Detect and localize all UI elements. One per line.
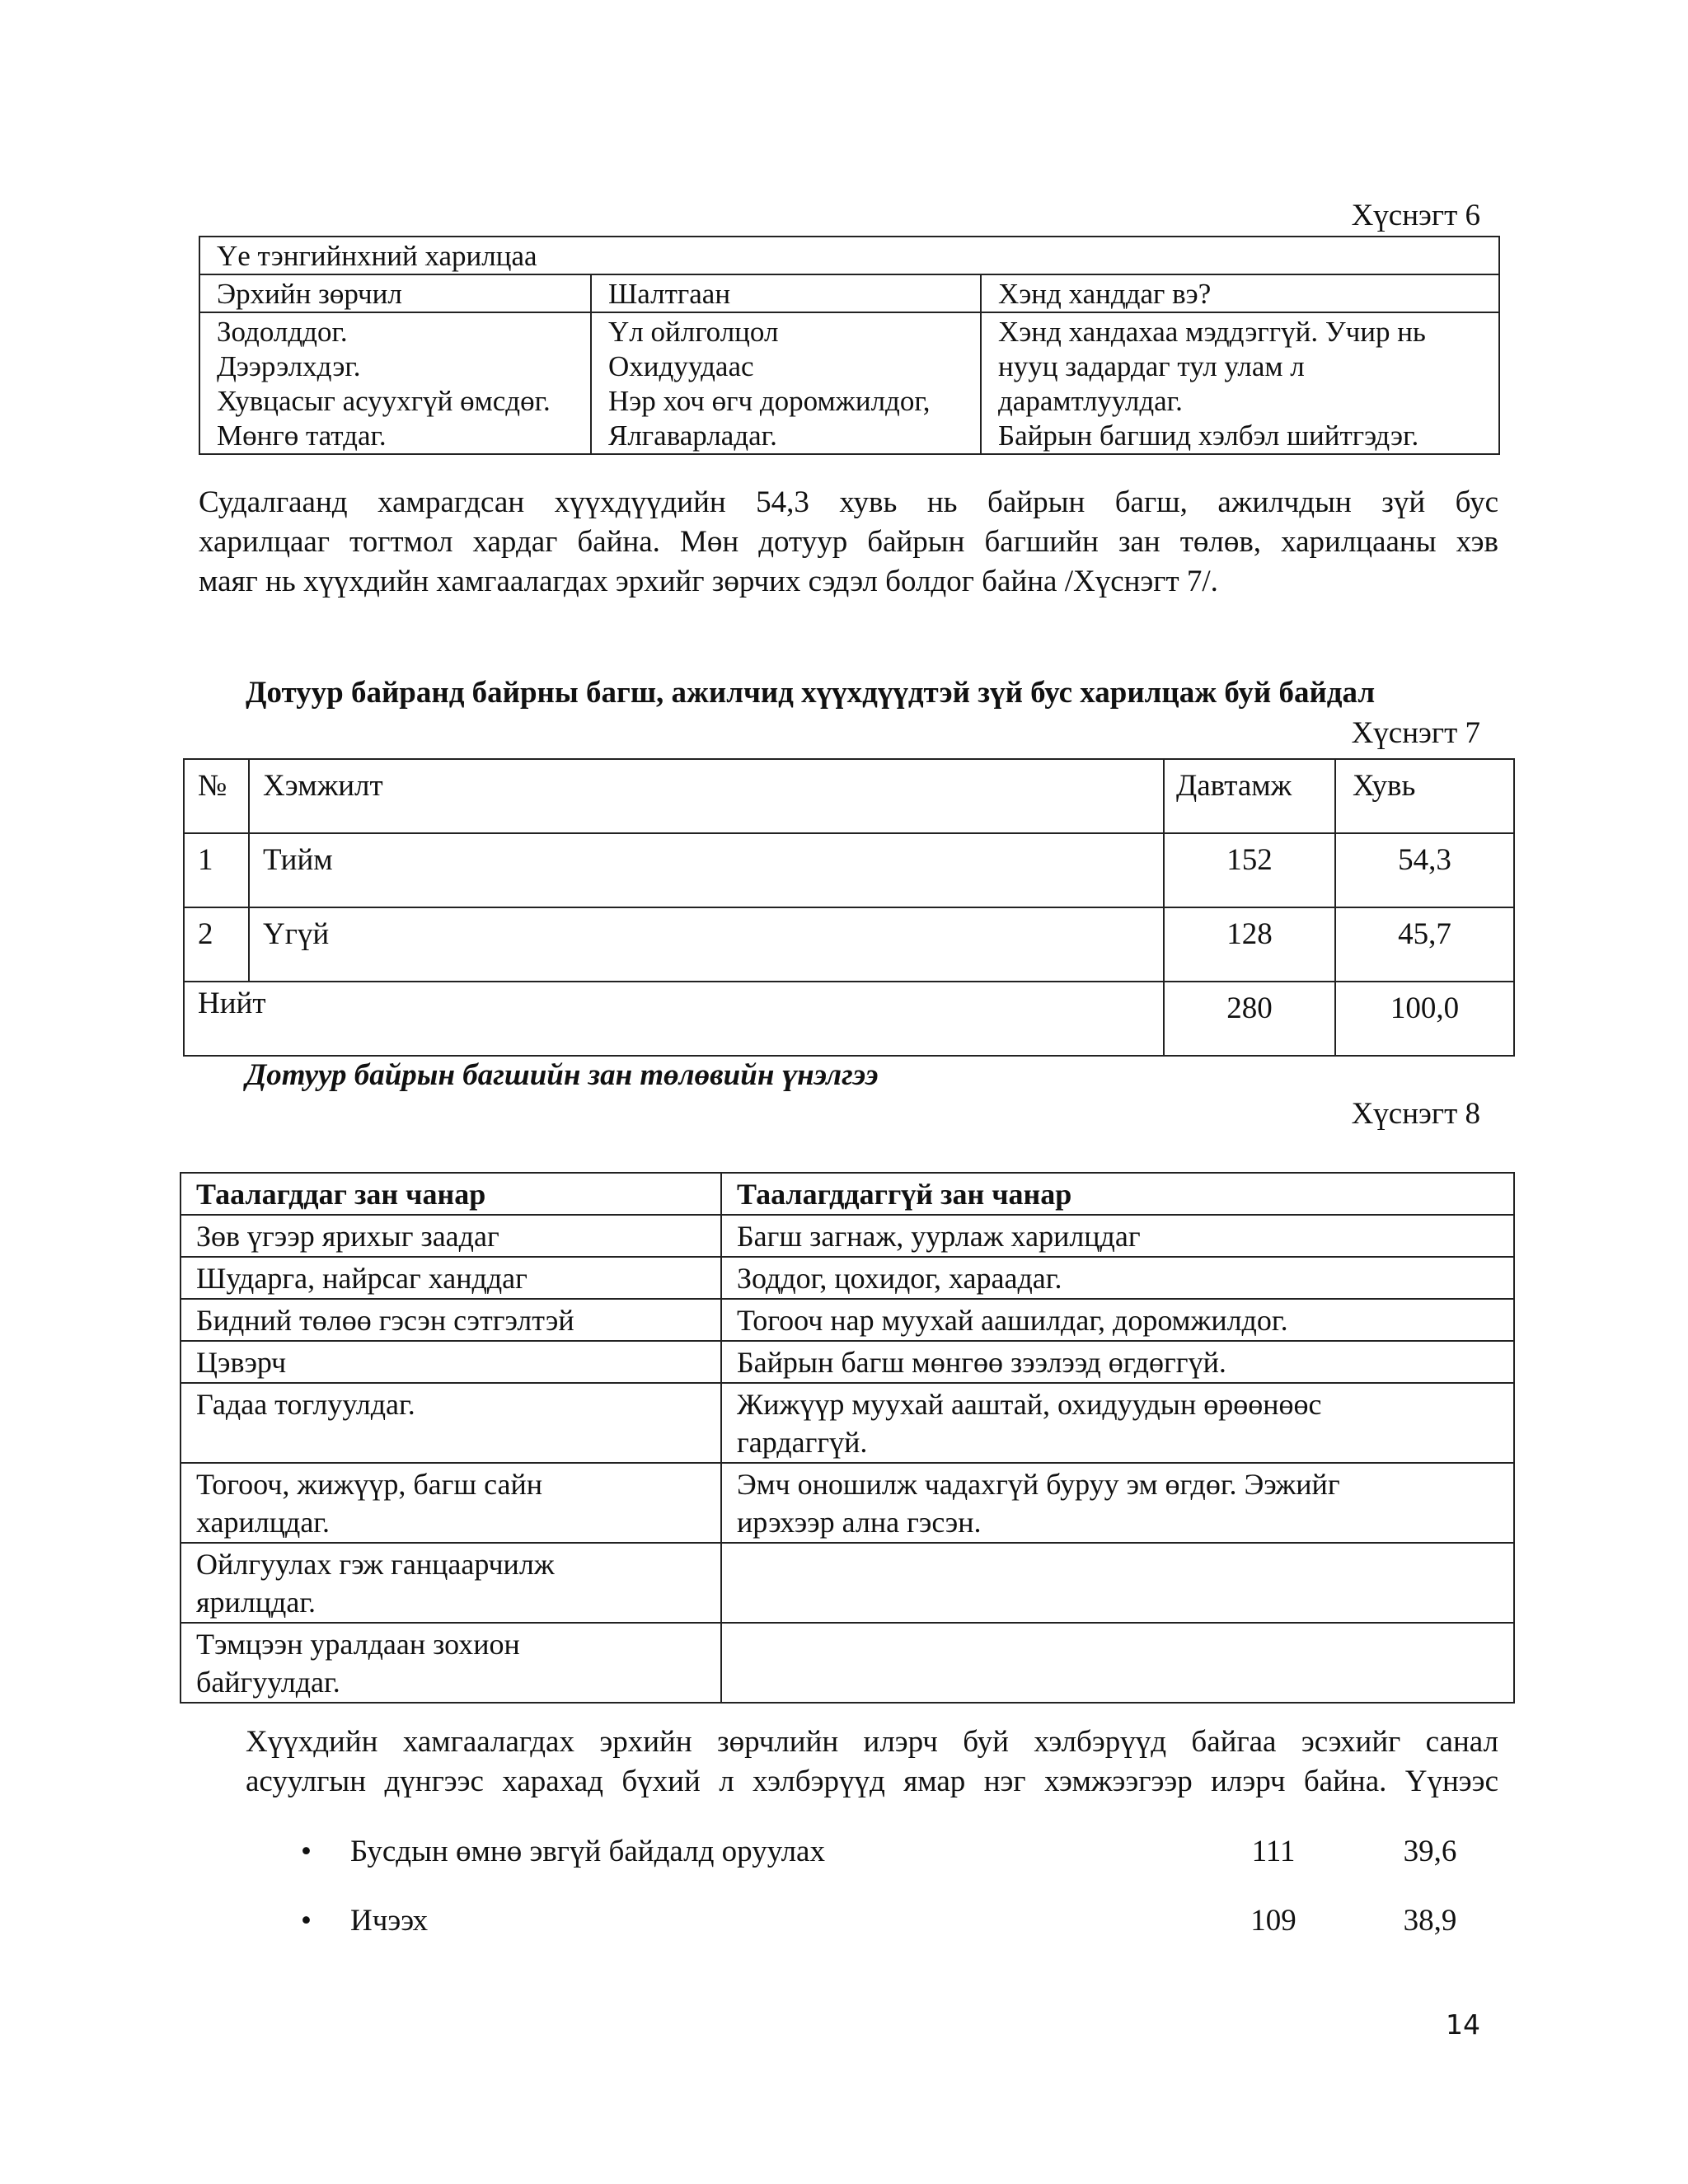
total-percent: 100,0	[1335, 982, 1514, 1056]
table6-header: Хэнд ханддаг вэ?	[981, 274, 1499, 312]
table-row	[181, 1623, 1514, 1703]
row-frequency: 128	[1164, 907, 1335, 982]
table6-header: Эрхийн зөрчил	[199, 274, 591, 312]
table-row-total	[184, 982, 1514, 1056]
bullet-count: 111	[1251, 1835, 1296, 1868]
row-frequency: 152	[1164, 833, 1335, 907]
table-row	[181, 1463, 1514, 1543]
bullet-text: Ичээх	[350, 1904, 429, 1938]
bullet-text: Бусдын өмнө эвгүй байдалд оруулах	[350, 1835, 825, 1868]
paragraph-2	[246, 1722, 1498, 1802]
row-name: Үгүй	[249, 907, 1164, 982]
table8-label: Хүснэгт 8	[1351, 1097, 1480, 1131]
table7-header-no: №	[184, 759, 249, 833]
table6-whom-cell: Хэнд хандахаа мэддэггүй. Учир нь нууц задардаг тул улам л дарамтлуулдаг. Байрын багшид хэлбэл шийтгэдэг.	[981, 312, 1499, 454]
table-row	[181, 1341, 1514, 1383]
page-number: 14	[1446, 2008, 1480, 2041]
table-row	[181, 1257, 1514, 1299]
table-row	[184, 833, 1514, 907]
row-name: Тийм	[249, 833, 1164, 907]
row-percent: 45,7	[1335, 907, 1514, 982]
bullet-list	[301, 1834, 1504, 1972]
paragraph-line: асуулгын дүнгээс харахад бүхий л хэлбэрүүд ямар нэг хэмжээгээр илэрч байна. Үүнээс	[246, 1765, 1498, 1798]
table8-header-liked: Таалагддаг зан чанар	[181, 1173, 721, 1215]
total-label: Нийт	[184, 982, 1164, 1056]
total-frequency: 280	[1164, 982, 1335, 1056]
table6-reasons-cell: Үл ойлголцол Охидуудаас Нэр хоч өгч доромжилдог, Ялгаварладаг.	[591, 312, 981, 454]
table6-title: Үе тэнгийнхний харилцаа	[199, 237, 1499, 274]
disliked-trait-empty	[721, 1623, 1514, 1703]
liked-trait: Гадаа тоглуулдаг.	[181, 1383, 721, 1463]
paragraph-1	[199, 483, 1498, 602]
bullet-percent: 39,6	[1403, 1835, 1457, 1868]
table-row	[181, 1543, 1514, 1623]
disliked-trait: Байрын багш мөнгөө зээлээд өгдөггүй.	[721, 1341, 1514, 1383]
table6-label: Хүснэгт 6	[1351, 199, 1480, 232]
table7-header-percent: Хувь	[1335, 759, 1514, 833]
table6-header: Шалтгаан	[591, 274, 981, 312]
table-row	[184, 907, 1514, 982]
bullet-percent: 38,9	[1403, 1904, 1457, 1938]
liked-trait: Тэмцээн уралдаан зохион байгуулдаг.	[181, 1623, 721, 1703]
liked-trait: Цэвэрч	[181, 1341, 721, 1383]
paragraph-line: Хүүхдийн хамгаалагдах эрхийн зөрчлийн илэрч буй хэлбэрүүд байгаа эсэхийг санал	[246, 1725, 1498, 1759]
bullet-count: 109	[1250, 1904, 1296, 1938]
bullet-icon: •	[301, 1835, 312, 1868]
bullet-icon: •	[301, 1904, 312, 1938]
table-row	[181, 1215, 1514, 1257]
paragraph-line: Судалгаанд хамрагдсан хүүхдүүдийн 54,3 хувь нь байрын багш, ажилчдын зүй бус	[199, 485, 1498, 519]
row-percent: 54,3	[1335, 833, 1514, 907]
liked-trait: Шударга, найрсаг ханддаг	[181, 1257, 721, 1299]
table7-heading: Дотуур байранд байрны багш, ажилчид хүүхдүүдтэй зүй бус харилцаж буй байдал	[246, 676, 1376, 710]
disliked-trait: Эмч оношилж чадахгүй буруу эм өгдөг. Ээжийг ирэхээр ална гэсэн.	[721, 1463, 1514, 1543]
table7-header-measure: Хэмжилт	[249, 759, 1164, 833]
liked-trait: Ойлгуулах гэж ганцаарчилж ярилцдаг.	[181, 1543, 721, 1623]
disliked-trait: Тогооч нар муухай аашилдаг, доромжилдог.	[721, 1299, 1514, 1341]
list-item	[301, 1903, 1504, 1972]
table-8	[180, 1172, 1515, 1704]
table-row	[181, 1383, 1514, 1463]
disliked-trait: Багш загнаж, уурлаж харилцдаг	[721, 1215, 1514, 1257]
liked-trait: Зөв үгээр ярихыг заадаг	[181, 1215, 721, 1257]
table7-label: Хүснэгт 7	[1351, 716, 1480, 750]
liked-trait: Бидний төлөө гэсэн сэтгэлтэй	[181, 1299, 721, 1341]
disliked-trait: Зоддог, цохидог, хараадаг.	[721, 1257, 1514, 1299]
row-no: 1	[184, 833, 249, 907]
table-6	[199, 236, 1500, 455]
disliked-trait: Жижүүр муухай ааштай, охидуудын өрөөнөөс гардаггүй.	[721, 1383, 1514, 1463]
table-row	[181, 1299, 1514, 1341]
row-no: 2	[184, 907, 249, 982]
disliked-trait-empty	[721, 1543, 1514, 1623]
table6-violations-cell: Зодолддог. Дээрэлхдэг. Хувцасыг асуухгүй өмсдөг. Мөнгө татдаг.	[199, 312, 591, 454]
paragraph-line: маяг нь хүүхдийн хамгаалагдах эрхийг зөрчих сэдэл болдог байна /Хүснэгт 7/.	[199, 565, 1218, 598]
table8-header-disliked: Таалагддаггүй зан чанар	[721, 1173, 1514, 1215]
paragraph-line: харилцааг тогтмол хардаг байна. Мөн дотуур байрын багшийн зан төлөв, харилцааны хэв	[199, 525, 1498, 559]
table-7	[183, 758, 1515, 1057]
liked-trait: Тогооч, жижүүр, багш сайн харилцдаг.	[181, 1463, 721, 1543]
table8-heading: Дотуур байрын багшийн зан төлөвийн үнэлгээ	[246, 1058, 879, 1092]
table7-header-frequency: Давтамж	[1164, 759, 1335, 833]
list-item	[301, 1834, 1504, 1903]
